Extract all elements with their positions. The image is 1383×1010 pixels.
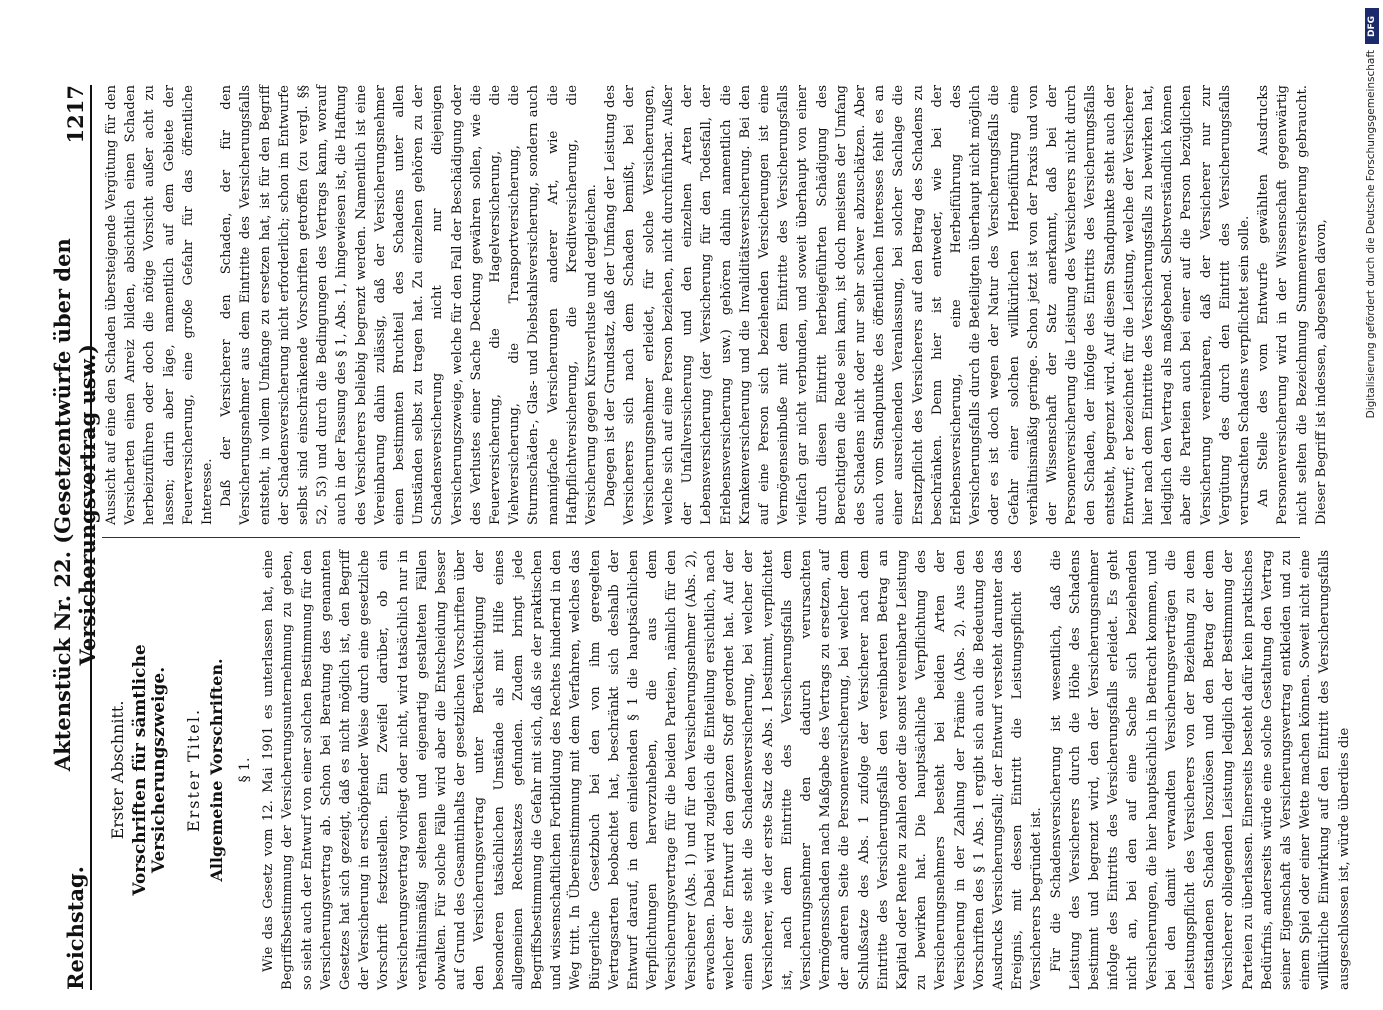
document-page (50, 65, 1352, 1010)
section-subheading: Vorschriften für sämtliche Versicherungszweige. (130, 644, 170, 896)
paragraph-number: § 1. (237, 757, 254, 783)
digitization-text: Digitalisierung gefördert durch die Deutsche Forschungsgemeinschaft (1365, 50, 1377, 419)
title-heading: Erster Titel. (183, 707, 203, 833)
body-paragraph: Dagegen ist der Grundsatz, daß der Umfang der Leistung des Versicherers sich nach dem Schaden bemißt, bei der Versicherungsnehmer erleidet, für solche Versicherungen, welche sich auf eine Person beziehen, nicht durchführbar. Außer der Unfallversicherung und den einzelnen Arten der Lebensversicherung (der Versicherung für den Todesfall, der Erlebensversicherung usw.) gehören dahin namentlich die Krankenversicherung und die Invaliditätsversicherung. Bei den auf eine Person sich beziehenden Versicherungen ist eine Vermögenseinbuße mit dem Eintritte des Versicherungsfalls vielfach gar nicht verbunden, und soweit überhaupt von einer durch diesen Eintritt herbeigeführten Schädigung des Berechtigten die Rede sein kann, ist doch meistens der Umfang des Schadens nicht oder nur sehr schwer abzuschätzen. Aber auch vom Standpunkte des öffentlichen Interesses fehlt es an einer ausreichenden Veranlassung, bei solcher Sachlage die Ersatzpflicht des Versicherers auf den Betrag des Schadens zu beschränken. Denn hier ist entweder, wie bei der Erlebensversicherung, eine Herbeiführung des Versicherungsfalls durch die Beteiligten überhaupt nicht möglich oder es ist doch wegen der Natur des Versicherungsfalls die Gefahr einer solchen willkürlichen Herbeiführung eine verhältnismäßig geringe. Schon jetzt ist von der Praxis und von der Wissenschaft der Satz anerkannt, daß bei der Personenversicherung die Leistung des Versicherers nicht durch den Schaden, der infolge des Eintritts des Versicherungsfalls entsteht, begrenzt wird. Auf diesem Standpunkte steht auch der Entwurf; er bezeichnet für die Leistung, welche der Versicherer hier nach dem Eintritte des Versicherungsfalls zu bewirken hat, lediglich den Vertrag als maßgebend. Selbstverständlich können aber die Parteien auch bei einer auf die Person bezüglichen Versicherung vereinbaren, daß der Versicherer nur zur Vergütung des durch den Eintritt des Versicherungsfalls verursachten Schadens verpflichtet sein solle. (603, 85, 1252, 525)
body-paragraph: Aussicht auf eine den Schaden übersteigende Vergütung für den Versicherten einen Anreiz bilden, absichtlich einen Schaden herbeizuführen oder doch die nötige Vorsicht außer acht zu lassen; darin aber läge, namentlich auf dem Gebiete der Feuerversicherung, eine große Gefahr für das öffentliche Interesse. (104, 85, 216, 525)
header-title: Aktenstück Nr. 22. (Gesetzentwürfe über den Versicherungsvertrag usw.) (50, 238, 100, 772)
title-subheading: Allgemeine Vorschriften. (206, 658, 226, 882)
body-paragraph: Daß der Versicherer den Schaden, der für den Versicherungsnehmer aus dem Eintritte des Versicherungsfalls entsteht, in vollem Umfange zu ersetzen hat, ist für den Begriff der Schadensversicherung nicht erforderlich; schon im Entwurfe selbst sind einschränkende Vorschriften getroffen (zu vergl. §§ 52, 53) und durch die Bedingungen des Vertrags kann, worauf auch in der Fassung des § 1, Abs. 1, hingewiesen ist, die Haftung des Versicherers beliebig begrenzt werden. Namentlich ist eine Vereinbarung dahin zulässig, daß der Versicherungsnehmer einen bestimmten Bruchteil des Schadens unter allen Umständen selbst zu tragen hat. Zu einzelnen gehören zu der Schadensversicherung nicht nur diejenigen Versicherungszweige, welche für den Fall der Beschädigung oder des Verlustes einer Sache Deckung gewähren sollen, wie die Feuerversicherung, die Hagelversicherung, die Viehversicherung, die Transportversicherung, die Sturmschäden-, Glas- und Diebstahlsversicherung, sondern auch mannigfache Versicherungen anderer Art, wie die Haftpflichtversicherung, die Kreditversicherung, die Versicherung gegen Kursverluste und dergleichen. (219, 85, 600, 525)
header-left: Reichstag. (62, 866, 88, 990)
dfg-logo: DFG (1365, 8, 1379, 44)
page-number: 1217 (62, 85, 88, 144)
left-column (102, 550, 1352, 990)
body-paragraph: Wie das Gesetz vom 12. Mai 1901 es unterlassen hat, eine Begriffsbestimmung der Versicherungsunternehmung zu geben, so sieht auch der Entwurf von einer solchen Bestimmung für den Versicherungsvertrag ab. Schon bei Beratung des genannten Gesetzes hat sich gezeigt, daß es nicht möglich ist, den Begriff der Versicherung in erschöpfender Weise durch eine gesetzliche Vorschrift festzustellen. Ein Zweifel darüber, ob ein Versicherungsvertrag vorliegt oder nicht, wird tatsächlich nur in verhältnismäßig seltenen und eigenartig gestalteten Fällen obwalten. Für solche Fälle wird aber die Entscheidung besser auf Grund des Gesamtinhalts der gesetzlichen Vorschriften über den Versicherungsvertrag unter Berücksichtigung der besonderen tatsächlichen Umstände als mit Hilfe eines allgemeinen Rechtssatzes gefunden. Zudem bringt jede Begriffsbestimmung die Gefahr mit sich, daß sie der praktischen und wissenschaftlichen Fortbildung des Rechtes hindernd in den Weg tritt. In Übereinstimmung mit dem Verfahren, welches das Bürgerliche Gesetzbuch bei den von ihm geregelten Vertragsarten beobachtet hat, beschränkt sich deshalb der Entwurf darauf, in dem einleitenden § 1 die hauptsächlichen Verpflichtungen hervorzuheben, die aus dem Versicherungsvertrage für die beiden Parteien, nämlich für den Versicherer (Abs. 1) und für den Versicherungsnehmer (Abs. 2), erwachsen. Dabei wird zugleich die Einteilung ersichtlich, nach welcher der Entwurf den ganzen Stoff geordnet hat. Auf der einen Seite steht die Schadensversicherung, bei welcher der Versicherer, wie der erste Satz des Abs. 1 bestimmt, verpflichtet ist, nach dem Eintritte des Versicherungsfalls dem Versicherungsnehmer den dadurch verursachten Vermögensschaden nach Maßgabe des Vertrags zu ersetzen, auf der anderen Seite die Personenversicherung, bei welcher dem Schlußsatze des Abs. 1 zufolge der Versicherer nach dem Eintritte des Versicherungsfalls den vereinbarten Betrag an Kapital oder Rente zu zahlen oder die sonst vereinbarte Leistung zu bewirken hat. Die hauptsächliche Verpflichtung des Versicherungsnehmers besteht bei beiden Arten der Versicherung in der Zahlung der Prämie (Abs. 2). Aus den Vorschriften des § 1 Abs. 1 ergibt sich auch die Bedeutung des Ausdrucks Versicherungsfall; der Entwurf versteht darunter das Ereignis, mit dessen Eintritt die Leistungspflicht des Versicherers begründet ist. (261, 550, 1045, 990)
body-paragraph: Für die Schadensversicherung ist wesentlich, daß die Leistung des Versicherers durch die Höhe des Schadens bestimmt und begrenzt wird, den der Versicherungsnehmer infolge des Eintritts des Versicherungsfalls erleidet. Es geht nicht an, bei den auf eine Sache sich beziehenden Versicherungen, die hier hauptsächlich in Betracht kommen, und bei den damit verwandten Versicherungsverträgen die Leistungspflicht des Versicherers von der Beziehung zu dem entstandenen Schaden loszulösen und den Betrag der dem Versicherer obliegenden Leistung lediglich der Bestimmung der Parteien zu überlassen. Einerseits besteht dafür kein praktisches Bedürfnis, anderseits würde eine solche Gestaltung den Vertrag seiner Eigenschaft als Versicherungsvertrag entkleiden und zu einem Spiel oder einer Wette machen können. Soweit nicht eine willkürliche Einwirkung auf den Eintritt des Versicherungsfalls ausgeschlossen ist, würde überdies die (1048, 550, 1352, 990)
column-divider (102, 537, 1300, 538)
digitization-notice (1361, 8, 1379, 628)
body-paragraph: An Stelle des vom Entwurfe gewählten Ausdrucks Personenversicherung wird in der Wissenschaft gegenwärtig nicht selten die Bezeichnung Summenversicherung gebraucht. Dieser Begriff ist indessen, abgesehen davon, (1256, 85, 1329, 525)
right-column (102, 85, 1329, 525)
section-heading: Erster Abschnitt. (108, 700, 127, 840)
page-header (50, 85, 100, 990)
